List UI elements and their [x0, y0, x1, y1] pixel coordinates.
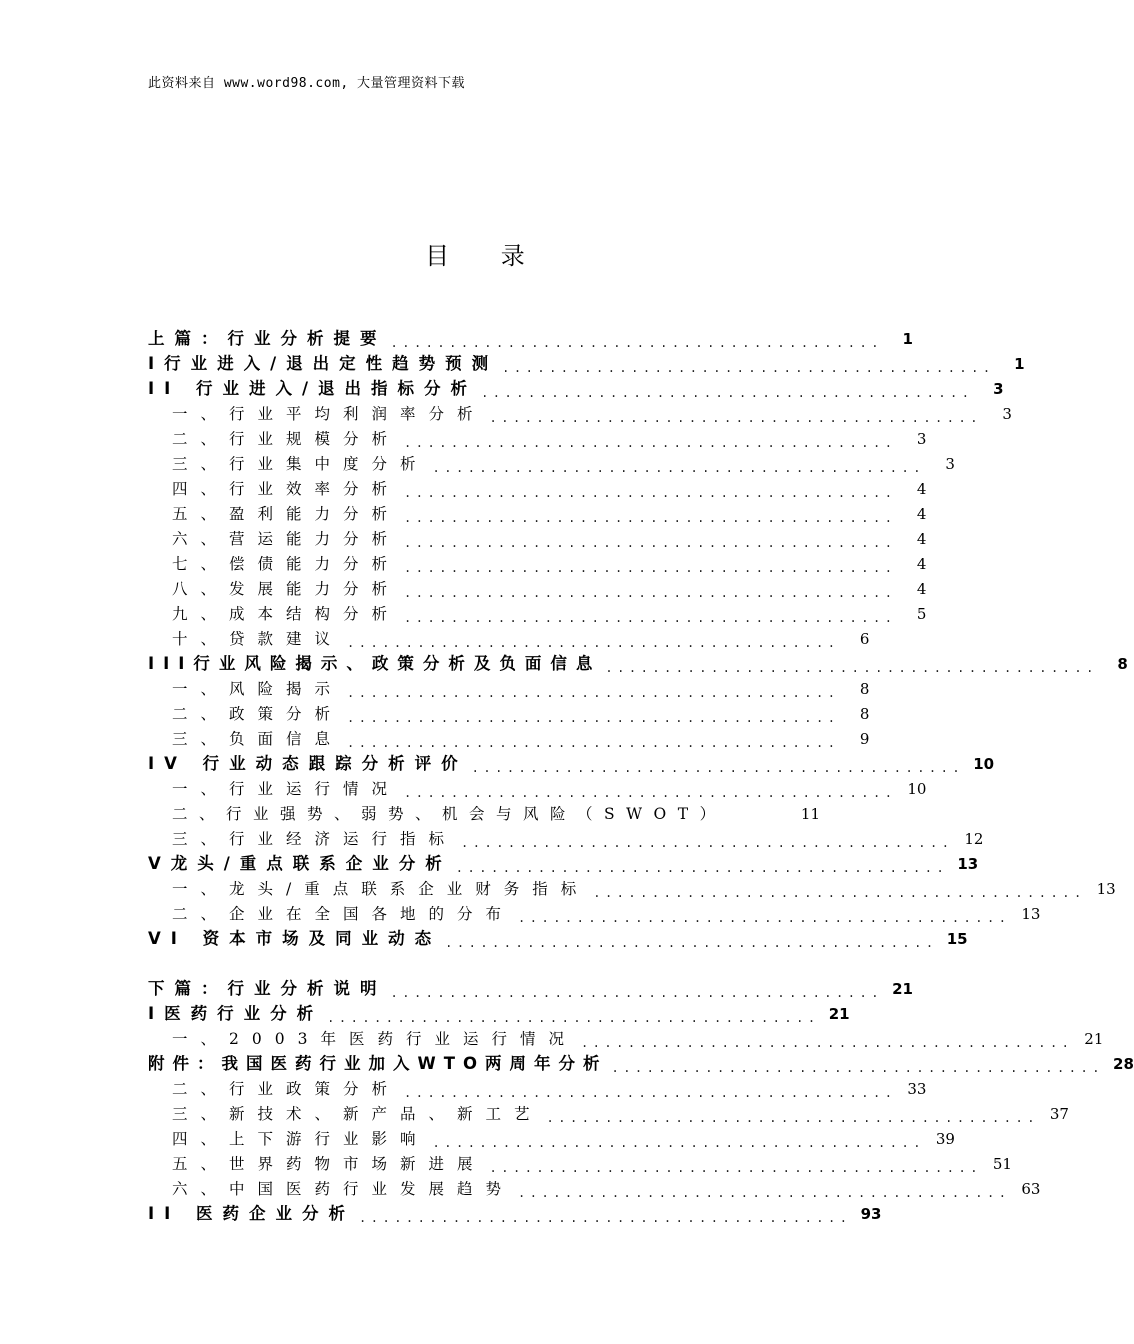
toc-entry-label: 一、龙头/重点联系企业财务指标 [172, 880, 590, 898]
toc-entry[interactable] [172, 827, 984, 851]
toc-entry[interactable] [172, 552, 927, 576]
toc-entry-page: 1 [902, 330, 913, 348]
toc-entry-label: I医药行业分析 [148, 1004, 324, 1023]
toc-entry-page: 11 [800, 805, 820, 823]
toc-entry-label: 二、行业规模分析 [172, 430, 401, 448]
toc-entry-page: 8 [1117, 655, 1128, 673]
toc-leader-dots: .......................................... [390, 336, 883, 350]
toc-entry-page: 6 [859, 630, 870, 648]
toc-entry[interactable] [148, 1202, 882, 1226]
page-title: 目 录 [425, 242, 525, 270]
toc-leader-dots: .......................................... [404, 786, 897, 800]
toc-entry-page: 1 [1014, 355, 1025, 373]
toc-entry-page: 93 [860, 1205, 882, 1223]
page-header: 此资料来自 www.word98.com, 大量管理资料下载 [148, 76, 466, 91]
toc-entry[interactable] [148, 1052, 1134, 1076]
toc-leader-dots: .......................................... [404, 586, 897, 600]
toc-leader-dots: .......................................... [611, 1061, 1104, 1075]
toc-leader-dots: .......................................... [347, 711, 840, 725]
toc-entry[interactable] [148, 377, 1004, 401]
toc-entry-label: 一、行业运行情况 [172, 780, 401, 798]
toc-entry[interactable] [172, 1077, 927, 1101]
toc-leader-dots: .......................................... [347, 636, 840, 650]
toc-entry-page: 10 [973, 755, 995, 773]
toc-entry-label: 附件：我国医药行业加入WTO两周年分析 [148, 1054, 608, 1073]
toc-entry-label: III行业风险揭示、政策分析及负面信息 [148, 654, 602, 673]
toc-entry-page: 21 [1084, 1030, 1104, 1048]
toc-entry[interactable] [172, 1027, 1104, 1051]
toc-entry[interactable] [172, 627, 870, 651]
toc-entry-page: 3 [945, 455, 955, 473]
toc-entry-page: 4 [916, 530, 927, 548]
toc-leader-dots: .......................................... [593, 886, 1086, 900]
toc-entry-page: 13 [957, 855, 979, 873]
toc-entry-label: 四、上下游行业影响 [172, 1130, 429, 1148]
toc-leader-dots: .......................................... [518, 1186, 1011, 1200]
toc-entry-page: 21 [892, 980, 913, 998]
toc-leader-dots: .......................................... [404, 436, 897, 450]
toc-entry-page: 15 [946, 930, 968, 948]
toc-entry-page: 28 [1113, 1055, 1134, 1073]
toc-entry-page: 4 [916, 580, 927, 598]
toc-entry[interactable] [148, 652, 1128, 676]
toc-entry-label: 二、行业政策分析 [172, 1080, 401, 1098]
toc-entry-page: 51 [992, 1155, 1012, 1173]
toc-entry-label: 十、贷款建议 [172, 630, 344, 648]
toc-leader-dots: .......................................... [404, 511, 897, 525]
toc-entry[interactable] [172, 527, 927, 551]
toc-leader-dots: .......................................... [432, 1136, 925, 1150]
toc-entry[interactable] [172, 577, 927, 601]
toc-entry[interactable] [172, 802, 820, 826]
toc-entry-label: II 行业进入/退出指标分析 [148, 379, 478, 398]
toc-leader-dots: .......................................... [471, 761, 965, 775]
toc-leader-dots: .......................................... [580, 1036, 1074, 1050]
toc-entry-label: 下篇：行业分析说明 [148, 979, 387, 998]
toc-entry-label: 三、负面信息 [172, 730, 344, 748]
toc-entry[interactable] [148, 1002, 850, 1026]
toc-entry-label: 一、风险揭示 [172, 680, 344, 698]
toc-leader-dots: .......................................... [455, 861, 949, 875]
toc-entry-page: 12 [964, 830, 984, 848]
toc-leader-dots: .......................................... [404, 1086, 897, 1100]
toc-leader-dots: .......................................... [390, 986, 883, 1000]
toc-entry[interactable] [172, 702, 870, 726]
toc-entry-label: 二、企业在全国各地的分布 [172, 905, 515, 923]
toc-leader-dots: .......................................... [432, 461, 925, 475]
toc-leader-dots: .......................................... [445, 936, 938, 950]
toc-entry-label: 四、行业效率分析 [172, 480, 401, 498]
toc-entry[interactable] [172, 777, 927, 801]
toc-leader-dots: .......................................... [461, 836, 954, 850]
toc-entry-label: II 医药企业分析 [148, 1204, 356, 1223]
toc-leader-dots: .......................................... [489, 411, 982, 425]
toc-leader-dots: .......................................... [502, 361, 995, 375]
toc-entry-page: 4 [916, 555, 927, 573]
toc-leader-dots: .......................................... [518, 911, 1011, 925]
toc-entry-page: 33 [907, 1080, 927, 1098]
toc-entry[interactable] [172, 902, 1041, 926]
toc-entry[interactable] [172, 877, 1116, 901]
toc-entry[interactable] [172, 1102, 1069, 1126]
toc-entry-label: V龙头/重点联系企业分析 [148, 854, 452, 873]
toc-entry[interactable] [172, 402, 1012, 426]
toc-entry[interactable] [172, 427, 927, 451]
toc-entry-page: 13 [1021, 905, 1041, 923]
toc-leader-dots: .......................................... [546, 1111, 1039, 1125]
toc-entry[interactable] [148, 752, 995, 776]
toc-entry[interactable] [172, 727, 870, 751]
toc-entry-page: 21 [828, 1005, 850, 1023]
toc-entry-page: 3 [916, 430, 927, 448]
toc-entry-page: 4 [916, 480, 927, 498]
toc-entry-page: 8 [859, 705, 870, 723]
toc-entry[interactable] [172, 677, 870, 701]
toc-entry[interactable] [148, 352, 1025, 376]
toc-entry-label: 五、盈利能力分析 [172, 505, 401, 523]
toc-entry-label: 二、行业强势、弱势、机会与风险（SWOT） [172, 805, 727, 823]
toc-entry[interactable] [148, 977, 913, 1001]
toc-entry-label: 上篇：行业分析提要 [148, 329, 387, 348]
toc-entry[interactable] [172, 602, 927, 626]
toc-entry-page: 3 [1002, 405, 1012, 423]
toc-entry[interactable] [172, 1177, 1041, 1201]
toc-entry[interactable] [148, 327, 913, 351]
toc-entry[interactable] [148, 927, 968, 951]
toc-entry-page: 63 [1021, 1180, 1041, 1198]
toc-entry-label: 五、世界药物市场新进展 [172, 1155, 486, 1173]
toc-entry-page: 10 [907, 780, 927, 798]
toc-leader-dots: .......................................... [359, 1211, 852, 1225]
toc-entry-label: 三、行业经济运行指标 [172, 830, 458, 848]
toc-entry-page: 37 [1049, 1105, 1069, 1123]
toc-leader-dots: .......................................... [404, 611, 897, 625]
toc-entry-label: 七、偿债能力分析 [172, 555, 401, 573]
toc-entry[interactable] [172, 502, 927, 526]
toc-entry-label: 八、发展能力分析 [172, 580, 401, 598]
toc-entry[interactable] [172, 1127, 955, 1151]
toc-leader-dots: .......................................... [481, 386, 974, 400]
toc-entry[interactable] [172, 477, 927, 501]
toc-entry-page: 9 [859, 730, 870, 748]
toc-leader-dots: .......................................... [347, 686, 840, 700]
toc-entry-label: IV 行业动态跟踪分析评价 [148, 754, 468, 773]
toc-leader-dots: .......................................... [404, 561, 897, 575]
toc-leader-dots: .......................................... [489, 1161, 982, 1175]
toc-entry-label: 六、中国医药行业发展趋势 [172, 1180, 515, 1198]
toc-entry-label: 一、行业平均利润率分析 [172, 405, 486, 423]
toc-entry-page: 4 [916, 505, 927, 523]
toc-entry-label: 六、营运能力分析 [172, 530, 401, 548]
toc-leader-dots: .......................................... [605, 661, 1098, 675]
toc-leader-dots: .......................................... [347, 736, 840, 750]
toc-entry[interactable] [148, 852, 979, 876]
toc-entry[interactable] [172, 452, 955, 476]
toc-entry-page: 13 [1096, 880, 1116, 898]
toc-leader-dots: .......................................... [404, 486, 897, 500]
toc-entry-label: I行业进入/退出定性趋势预测 [148, 354, 499, 373]
toc-entry-label: 九、成本结构分析 [172, 605, 401, 623]
toc-entry-label: VI 资本市场及同业动态 [148, 929, 442, 948]
toc-entry-label: 一、2003年医药行业运行情况 [172, 1030, 577, 1048]
toc-entry-label: 二、政策分析 [172, 705, 344, 723]
toc-entry-page: 39 [935, 1130, 955, 1148]
toc-leader-dots: .......................................... [327, 1011, 820, 1025]
toc-entry-page: 8 [859, 680, 870, 698]
toc-leader-dots: .......................................... [404, 536, 897, 550]
toc-entry-page: 3 [993, 380, 1004, 398]
toc-entry[interactable] [172, 1152, 1012, 1176]
toc-entry-label: 三、行业集中度分析 [172, 455, 429, 473]
toc-entry-page: 5 [916, 605, 927, 623]
toc-entry-label: 三、新技术、新产品、新工艺 [172, 1105, 543, 1123]
